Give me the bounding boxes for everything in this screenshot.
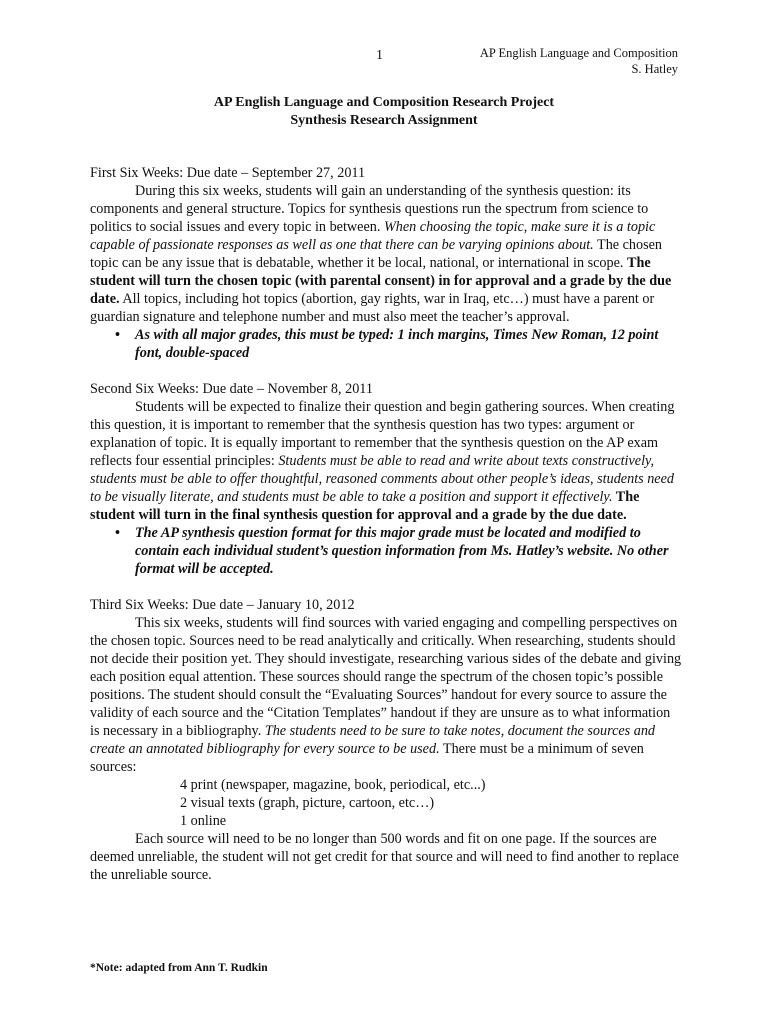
source-list (90, 776, 682, 830)
title-line-2: Synthesis Research Assignment (290, 113, 478, 128)
list-item (90, 524, 682, 578)
source-item-visual: 2 visual texts (graph, picture, cartoon, etc…) (180, 795, 435, 811)
source-item-print: 4 print (newspaper, magazine, book, periodical, etc...) (180, 777, 486, 793)
paragraph-italic-text: Students must be able to read and write about texts constructively, students must be able to offer thoughtful, reasoned comments about other people’s ideas, students need to be visually literate, and students must be able to take a position and support it effectively. (90, 453, 674, 505)
paragraph-text: There must be a minimum of seven sources: (90, 741, 644, 775)
paragraph-text: The chosen topic can be any issue that is debatable, whether it be local, national, or international in scope. (90, 237, 663, 271)
page-number: 1 (376, 48, 383, 63)
footnote: *Note: adapted from Ann T. Rudkin (90, 962, 268, 974)
paragraph-bold-text: The student will turn in the final synthesis question for approval and a grade by the due date. (90, 489, 640, 523)
header-course: AP English Language and Composition (479, 46, 678, 60)
title-line-1: AP English Language and Composition Research Project (213, 95, 555, 110)
paragraph-text: Students will be expected to finalize their question and begin gathering sources. When creating this question, it is important to remember that the synthesis question has two types: argument or explanation of topic. It is equally important to remember that the synthesis question on the AP exam reflects four essential principles: (90, 399, 675, 469)
document-body (90, 164, 682, 902)
header-teacher: S. Hatley (631, 62, 678, 76)
paragraph-text: All topics, including hot topics (abortion, gay rights, war in Iraq, etc…) must have a parent or guardian signature and telephone number and must also meet the teacher’s approval. (90, 291, 655, 325)
paragraph-italic-text: The students need to be sure to take notes, document the sources and create an annotated bibliography for every source to be used. (90, 723, 656, 757)
section-heading: Second Six Weeks: Due date – November 8, 2011 (90, 381, 373, 397)
paragraph-italic-text: When choosing the topic, make sure it is a topic capable of passionate responses as well as one that there can be varying opinions about. (90, 219, 656, 253)
section-second-six-weeks (90, 380, 682, 578)
bullet-list (90, 326, 682, 362)
paragraph-text: During this six weeks, students will gain an understanding of the synthesis question: its components and general structure. Topics for synthesis questions run the spectrum from science to politics to social issues and every topic in between. (90, 183, 649, 235)
paragraph-bold-text: The student will turn the chosen topic (with parental consent) in for approval and a grade by the due date. (90, 255, 672, 307)
bullet-icon: • (115, 327, 120, 343)
bullet-icon: • (115, 525, 120, 541)
running-header (480, 45, 678, 77)
bullet-text: As with all major grades, this must be typed: 1 inch margins, Times New Roman, 12 point font, double-spaced (135, 327, 659, 361)
section-heading: Third Six Weeks: Due date – January 10, 2012 (90, 597, 355, 613)
section-paragraph (90, 398, 682, 524)
section-heading: First Six Weeks: Due date – September 27, 2011 (90, 165, 366, 181)
section-paragraph (90, 614, 682, 776)
source-item-online: 1 online (180, 813, 227, 829)
document-title (0, 94, 768, 130)
section-first-six-weeks (90, 164, 682, 362)
list-item (90, 326, 682, 362)
section-paragraph (90, 182, 682, 326)
paragraph-text: This six weeks, students will find sources with varied engaging and compelling perspectives on the chosen topic. Sources need to be read analytically and critically. When researching, students should not decide their position yet. They should investigate, researching various sides of the debate and giving each position equal attention. These sources should range the spectrum of the chosen topic’s possible positions. The student should consult the “Evaluating Sources” handout for every source to assure the validity of each source and the “Citation Templates” handout if they are unsure as to what information is necessary in a bibliography. (90, 615, 682, 739)
section-third-six-weeks (90, 596, 682, 884)
bullet-list (90, 524, 682, 578)
closing-paragraph: Each source will need to be no longer than 500 words and fit on one page. If the sources are deemed unreliable, the student will not get credit for that source and will need to find another to replace the unreliable source. (90, 831, 679, 883)
bullet-text: The AP synthesis question format for this major grade must be located and modified to contain each individual student’s question information from Ms. Hatley’s website. No other format will be accepted. (135, 525, 669, 577)
